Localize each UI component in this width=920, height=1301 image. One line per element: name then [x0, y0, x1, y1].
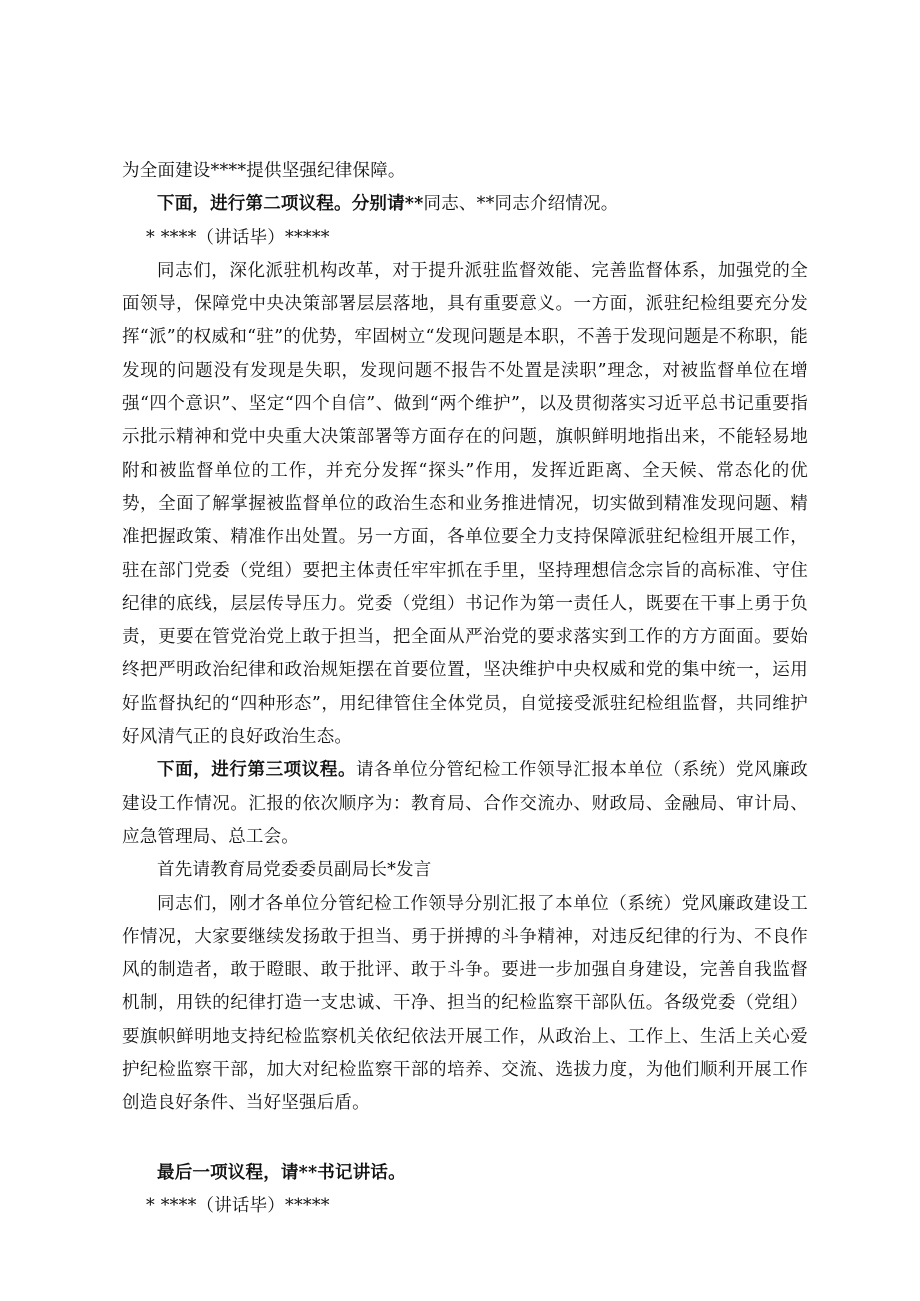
agenda-item-2-heading: 下面，进行第二项议程。分别请**	[157, 194, 424, 215]
speech-finished-note-1: * ****（讲话毕）*****	[146, 227, 330, 248]
paragraph-agenda-item-2	[122, 188, 808, 221]
paragraph-first-speaker: 首先请教育局党委委员副局长*发言	[157, 860, 432, 881]
agenda-item-3-text: 请各单位分管纪检工作领导汇报本单位（系统）党风廉政建设工作情况。汇报的依次顺序为：教育局、合作交流办、财政局、金融局、审计局、应急管理局、总工会。	[122, 760, 809, 847]
agenda-item-3-heading: 下面，进行第三项议程。	[157, 760, 357, 781]
paragraph-agenda-item-3	[122, 754, 808, 854]
paragraph-speech-self-discipline: 同志们，刚才各单位分管纪检工作领导分别汇报了本单位（系统）党风廉政建设工作情况，大家要继续发扬敢于担当、勇于拼搏的斗争精神，对违反纪律的行为、不良作风的制造者，敢于瞪眼、敢于批评、敢于斗争。要进一步加强自身建设，完善自我监督机制，用铁的纪律打造一支忠诚、干净、担当的纪检监察干部队伍。各级党委（党组）要旗帜鲜明地支持纪检监察机关依纪依法开展工作，从政治上、工作上、生活上关心爱护纪检监察干部，加大对纪检监察干部的培养、交流、选拔力度，为他们顺利开展工作创造良好条件、当好坚强后盾。	[122, 893, 808, 1114]
agenda-item-2-text: 同志、**同志介绍情况。	[423, 194, 619, 215]
speech-finished-note-2: * ****（讲话毕）*****	[146, 1195, 330, 1216]
paragraph-speech-dispatch-reform: 同志们，深化派驻机构改革，对于提升派驻监督效能、完善监督体系，加强党的全面领导，保障党中央决策部署层层落地，具有重要意义。一方面，派驻纪检组要充分发挥“派”的权威和“驻”的优势，牢固树立“发现问题是本职，不善于发现问题是不称职，能发现的问题没有发现是失职，发现问题不报告不处置是渎职”理念，对被监督单位在增强“四个意识”、坚定“四个自信”、做到“两个维护”，以及贯彻落实习近平总书记重要指示批示精神和党中央重大决策部署等方面存在的问题，旗帜鲜明地指出来，不能轻易地附和被监督单位的工作，并充分发挥“探头”作用，发挥近距离、全天候、常态化的优势，全面了解掌握被监督单位的政治生态和业务推进情况，切实做到精准发现问题、精准把握政策、精准作出处置。另一方面，各单位要全力支持保障派驻纪检组开展工作，驻在部门党委（党组）要把主体责任牢牢抓在手里，坚持理想信念宗旨的高标准、守住纪律的底线，层层传导压力。党委（党组）书记作为第一责任人，既要在干事上勇于负责，更要在管党治党上敢于担当，把全面从严治党的要求落实到工作的方方面面。要始终把严明政治纪律和政治规矩摆在首要位置，坚决维护中央权威和党的集中统一，运用好监督执纪的“四种形态”，用纪律管住全体党员，自觉接受派驻纪检组监督，共同维护好风清气正的良好政治生态。	[122, 260, 808, 748]
document-body	[122, 155, 808, 1223]
paragraph-final-agenda-item: 最后一项议程，请**书记讲话。	[157, 1162, 406, 1183]
paragraph-closing-line: 为全面建设****提供坚强纪律保障。	[122, 161, 406, 181]
blank-line	[122, 1121, 808, 1157]
